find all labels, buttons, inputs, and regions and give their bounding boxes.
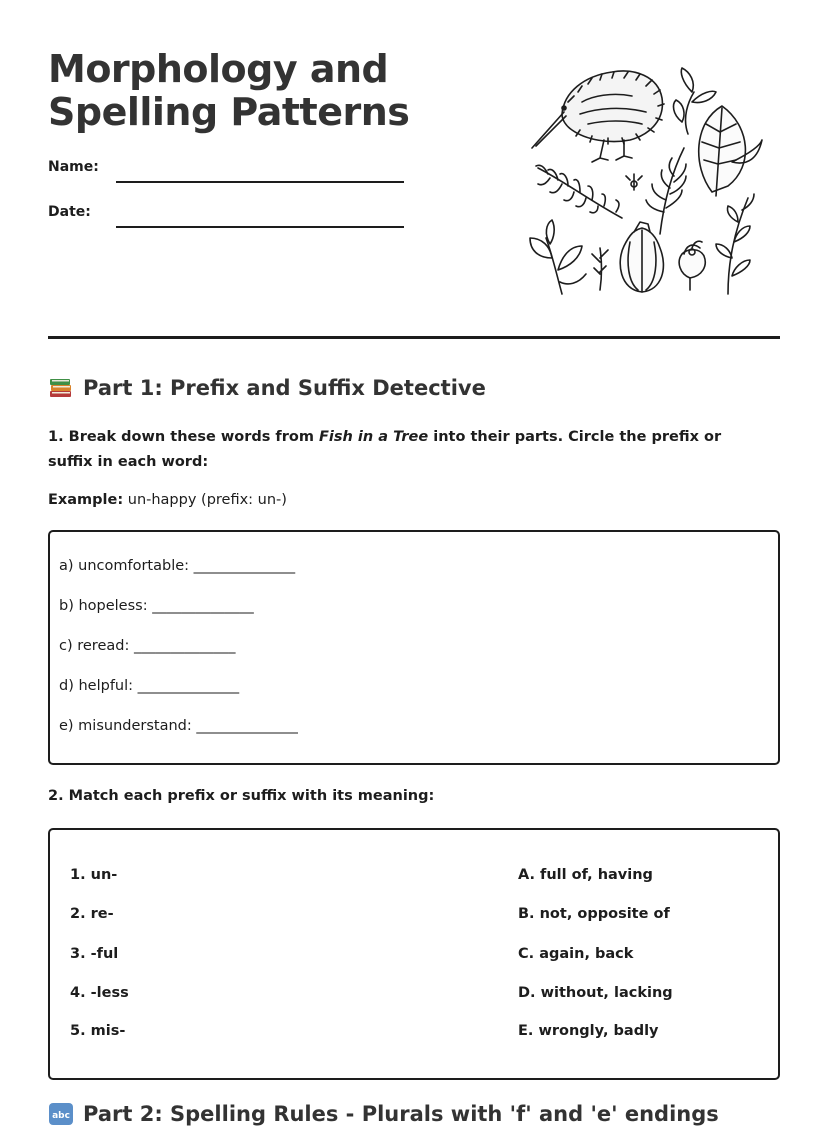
berry-sprig-icon <box>626 174 642 190</box>
date-label: Date: <box>48 204 91 220</box>
affix-item: 2. re- <box>70 906 114 922</box>
affix-item: 5. mis- <box>70 1023 126 1039</box>
branch-icon <box>716 194 754 294</box>
date-line[interactable] <box>116 226 404 228</box>
meaning-item: E. wrongly, badly <box>518 1023 659 1039</box>
part1-heading <box>48 375 486 401</box>
part1-heading-text: Part 1: Prefix and Suffix Detective <box>83 376 486 400</box>
list-item[interactable]: b) hopeless: ______________ <box>59 598 254 614</box>
large-leaf-icon <box>699 106 762 196</box>
abc-icon <box>48 1101 74 1127</box>
leaves-bottom-left-icon <box>530 220 608 294</box>
list-item[interactable]: a) uncomfortable: ______________ <box>59 558 296 574</box>
meaning-item: C. again, back <box>518 946 634 962</box>
affix-item: 4. -less <box>70 985 129 1001</box>
flower-bud-icon <box>679 241 705 290</box>
meaning-item: D. without, lacking <box>518 985 673 1001</box>
question-1-text-start: 1. Break down these words from <box>48 429 320 445</box>
affix-item: 3. -ful <box>70 946 119 962</box>
meaning-item: A. full of, having <box>518 867 653 883</box>
page-title <box>48 48 409 134</box>
question-2: 2. Match each prefix or suffix with its meaning: <box>48 788 435 804</box>
question-1 <box>48 425 768 475</box>
title-line-2: Spelling Patterns <box>48 90 410 134</box>
title-line-1: Morphology and <box>48 47 389 91</box>
list-item[interactable]: e) misunderstand: ______________ <box>59 718 298 734</box>
question-1-text-end: into their parts. Circle the prefix or suffix in each word: <box>48 429 722 470</box>
example-text: un-happy (prefix: un-) <box>123 492 287 508</box>
affix-item: 1. un- <box>70 867 118 883</box>
meaning-item: B. not, opposite of <box>518 906 670 922</box>
kiwi-icon <box>532 71 664 162</box>
section-divider <box>48 336 780 339</box>
example-label: Example: <box>48 492 124 508</box>
svg-text:abc: abc <box>52 1111 70 1121</box>
kiwi-and-plants-illustration <box>522 62 772 302</box>
matching-box <box>48 828 780 1080</box>
word-breakdown-box <box>48 530 780 765</box>
name-label: Name: <box>48 159 99 175</box>
part2-heading-text: Part 2: Spelling Rules - Plurals with 'f' and 'e' endings <box>83 1102 719 1126</box>
pod-icon <box>620 222 663 292</box>
fern-icon <box>536 165 622 218</box>
book-title: Fish in a Tree <box>319 429 429 445</box>
list-item[interactable]: c) reread: ______________ <box>59 638 236 654</box>
part2-heading <box>48 1101 719 1127</box>
books-icon <box>48 375 74 401</box>
name-line[interactable] <box>116 181 404 183</box>
list-item[interactable]: d) helpful: ______________ <box>59 678 240 694</box>
fern-sprig-icon <box>646 148 686 234</box>
example-line <box>48 492 287 508</box>
